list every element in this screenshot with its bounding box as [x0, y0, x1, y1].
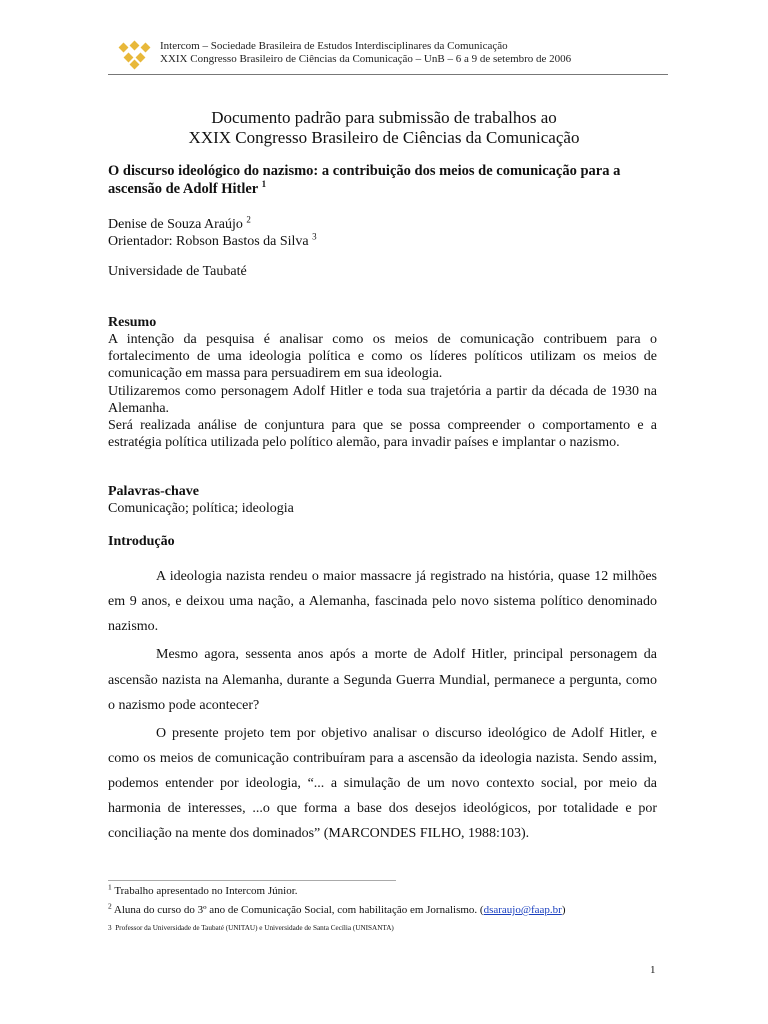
paper-title-text: O discurso ideológico do nazismo: a contribuição dos meios de comunicação para a ascensão de Adolf Hitler — [108, 163, 621, 197]
abstract-body — [108, 331, 657, 451]
intro-paragraph-1: A ideologia nazista rendeu o maior massacre já registrado na história, quase 12 milhões em 9 anos, e deixou uma nação, a Alemanha, fascinada pelo novo sistema político denominado nazismo. — [108, 569, 657, 635]
running-header — [108, 36, 668, 75]
advisor-line — [108, 233, 317, 250]
footnote-1-text: Trabalho apresentado no Intercom Júnior. — [114, 885, 298, 897]
intercom-logo-icon — [116, 40, 154, 70]
intro-paragraph-2: Mesmo agora, sessenta anos após a morte de Adolf Hitler, principal personagem da ascensão nazista na Alemanha, durante a Segunda Guerra Mundial, permanece a pergunta, como o nazismo pode acontecer? — [108, 647, 657, 713]
footnote-1 — [108, 882, 668, 898]
footnote-ref-2: 2 — [246, 214, 251, 225]
paper-title — [108, 162, 660, 198]
header-text — [160, 40, 571, 66]
keywords-heading: Palavras-chave — [108, 484, 199, 499]
footnote-divider — [108, 880, 396, 881]
advisor-name: Orientador: Robson Bastos da Silva — [108, 234, 309, 249]
abstract-paragraph-2: Utilizaremos como personagem Adolf Hitler e toda sua trajetória a partir da década de 1930 na Alemanha. — [108, 383, 657, 416]
footnote-3-text: Professor da Universidade de Taubaté (UNITAU) e Universidade de Santa Cecília (UNISANTA) — [115, 924, 394, 932]
abstract-heading: Resumo — [108, 315, 157, 330]
footnote-2 — [108, 901, 668, 917]
author-email-link[interactable]: dsaraujo@faap.br — [483, 904, 562, 916]
footnote-1-number: 1 — [108, 882, 112, 892]
footnote-2-text: Aluna do curso do 3º ano de Comunicação Social, com habilitação em Jornalismo. ( — [113, 904, 484, 916]
header-line-1: Intercom – Sociedade Brasileira de Estudos Interdisciplinares da Comunicação — [160, 40, 508, 52]
introduction-heading: Introdução — [108, 534, 175, 549]
footnote-2-number: 2 — [108, 901, 112, 911]
footnote-2-close: ) — [561, 904, 566, 916]
author-line — [108, 216, 317, 233]
footnote-3 — [108, 922, 668, 935]
footnote-ref-3: 3 — [312, 231, 317, 242]
header-line-2: XXIX Congresso Brasileiro de Ciências da Comunicação – UnB – 6 a 9 de setembro de 2006 — [160, 53, 572, 65]
document-title-line-2: XXIX Congresso Brasileiro de Ciências da Comunicação — [188, 128, 580, 147]
document-title — [0, 108, 768, 148]
document-title-line-1: Documento padrão para submissão de trabalhos ao — [211, 108, 557, 127]
footnote-3-number: 3 — [108, 924, 112, 932]
intro-paragraph-3: O presente projeto tem por objetivo analisar o discurso ideológico de Adolf Hitler, e como os meios de comunicação contribuíram para a ascensão da ideologia nazista. Sendo assim, podemos entender por ideologia, “... a simulação de um novo contexto social, por meio da harmonia de interesses, ...o que forma a base dos desejos ideológicos, por totalidade e por conciliação na mente dos dominados” (MARCONDES FILHO, 1988:103). — [108, 725, 657, 842]
author-name: Denise de Souza Araújo — [108, 217, 243, 232]
introduction-body — [108, 564, 657, 849]
abstract-paragraph-1: A intenção da pesquisa é analisar como os meios de comunicação contribuem para o fortalecimento de uma ideologia política e como os líderes políticos utilizam os meios de comunicação em massa para persuadirem em sua ideologia. — [108, 332, 657, 382]
university: Universidade de Taubaté — [108, 264, 247, 279]
abstract-paragraph-3: Será realizada análise de conjuntura para que se possa compreender o comportamento e a estratégia política utilizada pelo político alemão, para invadir países e implantar o nazismo. — [108, 418, 657, 451]
page-number: 1 — [650, 964, 656, 976]
authors-block — [108, 216, 317, 250]
footnote-ref-1: 1 — [261, 179, 267, 190]
keywords-text: Comunicação; política; ideologia — [108, 501, 294, 516]
